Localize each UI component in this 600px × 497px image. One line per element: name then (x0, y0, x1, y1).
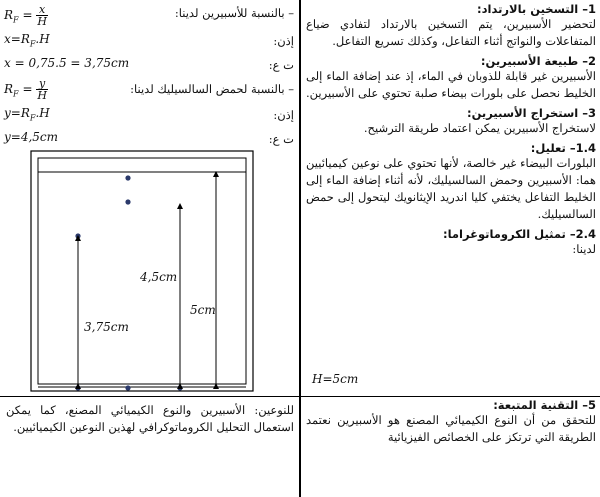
x-formula: $x=R_F.H$ (4, 32, 50, 49)
section-1-text: لتحضير الأسبيرين، يتم التسخين بالارتداد لتفادي ضياع المتفاعلات والنواتج أثناء التفاعل، وكذلك تسريع التفاعل. (306, 17, 596, 48)
section-5-title: 2.4– تمثيل الكروماتوغراما: (442, 227, 596, 241)
section-3-title: 3– استخراج الأسبيرين: (466, 106, 596, 120)
spot-salicylic-top (75, 233, 80, 238)
spot-top-2 (125, 199, 130, 204)
rf-aspirin-formula: $R_F$ = $\frac{x}{H}$ (4, 3, 47, 28)
fraction-y-over-h: $\frac{y}{H}$ (37, 77, 47, 102)
spot-base-left (75, 385, 80, 390)
spot-base-right (177, 385, 182, 390)
section-5-technique-title: 5– التقنية المتبعة: (493, 398, 596, 412)
x-calculation: x = 0,75.5 = 3,75cm (4, 56, 130, 70)
therefore-1: إذن: (273, 34, 294, 48)
spot-aspirin (125, 385, 130, 390)
numeric-app-2: ت ع: (268, 132, 294, 146)
section-4-title: 1.4– تعليل: (530, 141, 596, 155)
bottom-right-block (306, 398, 596, 446)
section-2-text: الأسبيرين غير قابلة للذوبان في الماء، إذ عند إضافة الماء إلى الخليط نحصل على بلورات بيضاء صلبة تحتوي على الأسبيرين. (306, 69, 596, 100)
spot-top-1 (125, 175, 130, 180)
right-column (306, 2, 596, 258)
section-4-text: البلورات البيضاء غير خالصة، لأنها تحتوي على نوعين كيميائيين هما: الأسبيرين وحمض السالسيليك، لأنه أثناء إضافة الماء إلى الخليط التفاعل يختفي كليا اندريد الإيثانويك ليتحول إلى حمض السالسيليك. (306, 156, 596, 221)
section-5-label: لدينا: (572, 242, 596, 256)
therefore-2: إذن: (273, 108, 294, 122)
numeric-app-1: ت ع: (268, 58, 294, 72)
label-375cm: 3,75cm (84, 320, 129, 334)
bottom-left-block: للنوعين: الأسبيرين والنوع الكيميائي المصنع، كما يمكن استعمال التحليل الكروماتوكرافي لهذين النوعين الكيميائيين. (6, 403, 294, 434)
section-1-title: 1– التسخين بالارتداد: (477, 2, 596, 16)
salicylic-heading: – بالنسبة لحمض السالسيليك لدينا: (130, 82, 294, 96)
section-3-text: لاستخراج الأسبيرين يمكن اعتماد طريقة الترشيح. (363, 121, 596, 135)
rf-salicylic-formula: $R_F$ = $\frac{y}{H}$ (4, 77, 47, 102)
section-5-technique-text: للتحقق من أن النوع الكيميائي المصنع هو الأسبيرين نعتمد الطريقة التي ترتكز على الخصائص الفيزيائية (306, 413, 596, 444)
fraction-x-over-h: $\frac{x}{H}$ (37, 3, 47, 28)
aspirin-heading: – بالنسبة للأسبيرين لدينا: (174, 6, 294, 20)
left-column (4, 2, 296, 162)
section-2-title: 2– طبيعة الأسبيرين: (480, 54, 596, 68)
y-calculation: y=4,5cm (4, 130, 59, 144)
label-5cm: 5cm (190, 303, 216, 317)
column-divider (299, 0, 301, 497)
h-value: H=5cm (312, 372, 359, 386)
bottom-separator (0, 396, 600, 397)
label-45cm: 4,5cm (140, 270, 178, 284)
y-formula: $y=R_F.H$ (4, 106, 50, 123)
